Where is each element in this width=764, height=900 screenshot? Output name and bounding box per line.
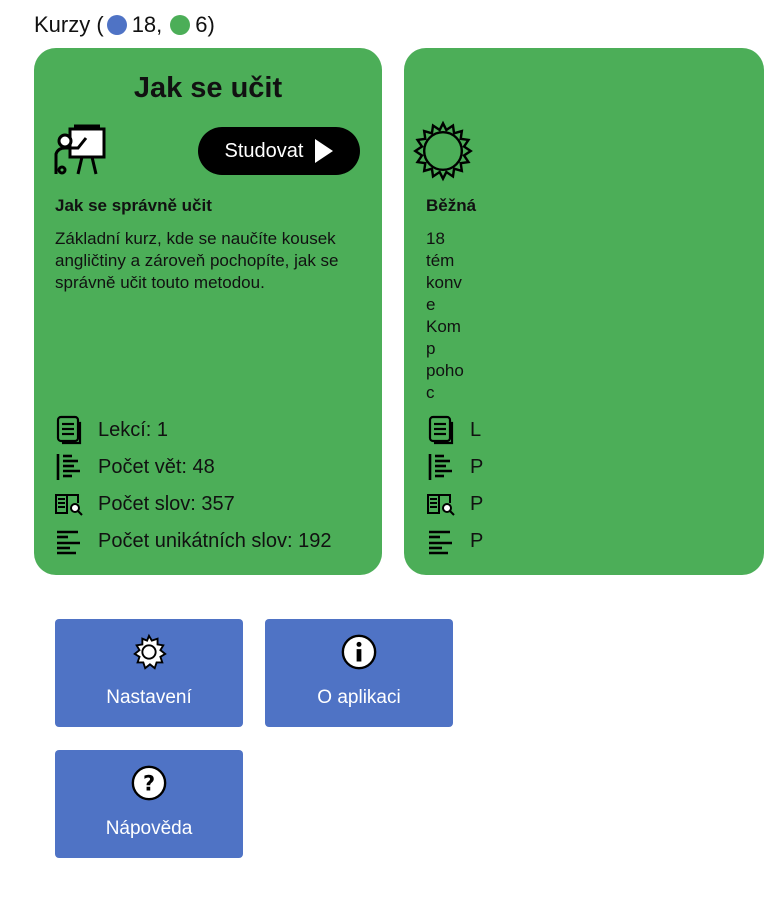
stat-lessons-text: Lekcí: 1	[98, 418, 169, 441]
study-button-label: Studovat	[224, 139, 304, 162]
course-subtitle: Běžná	[426, 196, 477, 215]
courses-label: Kurzy (	[34, 12, 104, 37]
blue-count: 18,	[131, 12, 163, 37]
document-icon	[426, 415, 456, 445]
about-button[interactable]	[265, 619, 453, 727]
help-button[interactable]	[55, 750, 243, 858]
stat-sentences	[426, 452, 483, 482]
sentences-list-icon	[54, 452, 84, 482]
stat-unique-words-text: Počet unikátních slov: 192	[98, 529, 332, 552]
stat-words	[54, 489, 235, 519]
stat-unique-words-text: P	[470, 529, 484, 552]
stat-words	[426, 489, 483, 519]
unique-words-icon	[426, 526, 456, 556]
green-dot	[170, 15, 190, 35]
stat-words-text: Počet slov: 357	[98, 492, 235, 515]
blue-dot	[107, 15, 127, 35]
stat-sentences-text: Počet vět: 48	[98, 455, 215, 478]
stat-lessons-text: L	[470, 418, 482, 441]
course-subtitle: Jak se správně učit	[55, 196, 212, 215]
unique-words-icon	[54, 526, 84, 556]
help-label: Nápověda	[105, 818, 193, 839]
stat-words-text: P	[470, 492, 484, 515]
course-description: Základní kurz, kde se naučíte kousek angličtiny a zároveň pochopíte, jak se správně učit touto metodou.	[55, 229, 339, 292]
teacher-board-icon	[52, 124, 108, 176]
stat-unique-words	[426, 526, 483, 556]
stat-lessons	[426, 415, 481, 445]
green-count: 6)	[195, 12, 215, 37]
settings-button[interactable]	[55, 619, 243, 727]
book-search-icon	[54, 489, 84, 519]
study-button[interactable]	[198, 127, 360, 175]
course-title: Jak se učit	[133, 72, 283, 104]
course-card[interactable]	[34, 48, 382, 575]
settings-label: Nastavení	[106, 687, 192, 708]
courses-header	[34, 10, 215, 40]
course-description: 18 tém konve Komp pohoc	[426, 229, 464, 402]
sun-icon	[412, 120, 474, 182]
stat-sentences-text: P	[470, 455, 484, 478]
course-carousel[interactable]	[0, 48, 484, 578]
stat-sentences	[54, 452, 215, 482]
info-icon	[340, 633, 378, 671]
gear-icon	[130, 633, 168, 671]
help-icon	[130, 764, 168, 802]
about-label: O aplikaci	[317, 687, 401, 708]
sentences-list-icon	[426, 452, 456, 482]
stat-unique-words	[54, 526, 331, 556]
play-icon	[315, 139, 333, 163]
course-card[interactable]	[404, 48, 764, 575]
svg-text:?: ?	[142, 771, 156, 796]
book-search-icon	[426, 489, 456, 519]
document-icon	[54, 415, 84, 445]
stat-lessons	[54, 415, 168, 445]
